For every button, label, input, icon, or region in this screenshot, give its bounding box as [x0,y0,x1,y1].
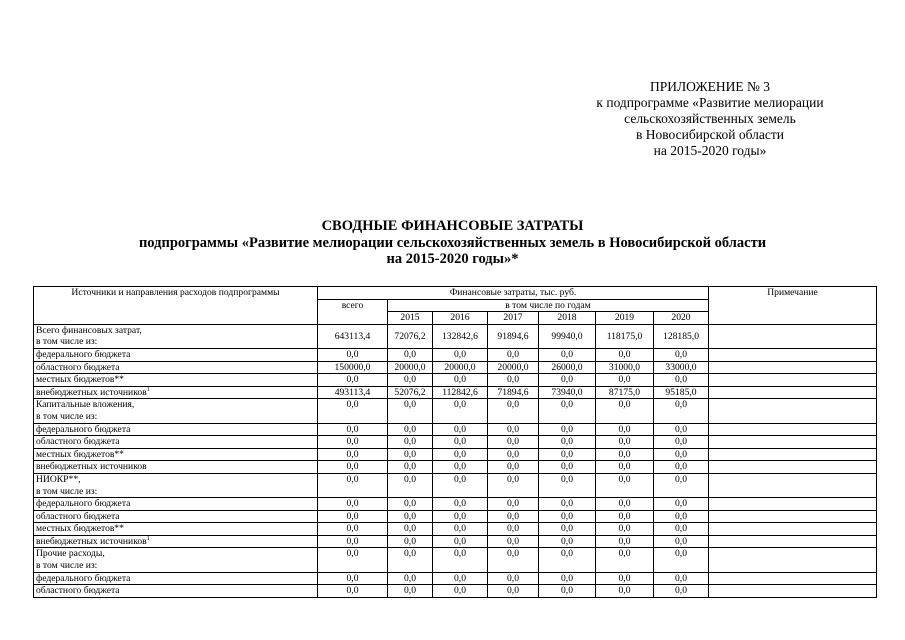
cell-year-value: 26000,0 [539,361,596,374]
cell-year-value: 0,0 [433,473,488,497]
row-label [34,510,318,523]
cell-note [709,548,877,572]
row-label-text: областного бюджета [36,436,120,448]
cell-year-value: 0,0 [488,548,539,572]
cell-year-value: 0,0 [539,423,596,436]
cell-year-value: 0,0 [596,436,654,449]
cell-year-value: 31000,0 [596,361,654,374]
table-row [34,510,877,523]
appendix-line: к подпрограмме «Развитие мелиорации [596,95,824,110]
table-body [34,324,877,597]
cell-year-value: 128185,0 [654,324,709,348]
cell-year-value: 0,0 [488,535,539,548]
financial-costs-header: Финансовые затраты, тыс. руб. [318,287,709,300]
cell-year-value: 0,0 [539,473,596,497]
row-label [34,436,318,449]
row-label [34,535,318,548]
cell-year-value: 71894,6 [488,386,539,399]
cell-year-value: 0,0 [539,348,596,361]
cell-year-value: 0,0 [433,585,488,598]
table-row [34,361,877,374]
row-label-text: Прочие расходы, [36,548,105,560]
year-header: 2020 [654,312,709,325]
cell-year-value: 0,0 [433,523,488,536]
table-row [34,374,877,387]
cell-year-value: 0,0 [433,374,488,387]
table-row [34,423,877,436]
table-row [34,399,877,423]
by-years-header: в том числе по годам [388,299,709,312]
table-row [34,324,877,348]
cell-note [709,348,877,361]
year-header: 2017 [488,312,539,325]
appendix-line: сельскохозяйственных земель [624,111,796,126]
cell-note [709,448,877,461]
cell-note [709,585,877,598]
row-label-text: внебюджетных источников [36,535,147,547]
note-column-header: Примечание [709,287,877,325]
cell-note [709,523,877,536]
cell-note [709,386,877,399]
cell-year-value: 0,0 [388,498,433,511]
table-row [34,448,877,461]
appendix-line: на 2015-2020 годы» [653,143,767,158]
cell-year-value: 0,0 [596,348,654,361]
cell-year-value: 0,0 [654,423,709,436]
cell-year-value: 20000,0 [488,361,539,374]
cell-year-value: 52076,2 [388,386,433,399]
row-label-text: Всего финансовых затрат, [36,324,142,336]
cell-total: 0,0 [318,585,388,598]
cell-year-value: 112842,6 [433,386,488,399]
row-label-text: Капитальные вложения, [36,399,135,411]
cell-year-value: 0,0 [388,448,433,461]
sources-column-header: Источники и направления расходов подпрограммы [34,287,318,325]
row-label [34,461,318,474]
document-title [0,218,905,268]
cell-year-value: 0,0 [596,510,654,523]
row-label [34,473,318,497]
cell-year-value: 33000,0 [654,361,709,374]
cell-year-value: 0,0 [596,448,654,461]
cell-year-value: 0,0 [596,535,654,548]
cell-year-value: 0,0 [539,498,596,511]
cell-total: 0,0 [318,473,388,497]
cell-note [709,423,877,436]
cell-total: 0,0 [318,348,388,361]
cell-note [709,535,877,548]
cell-year-value: 99940,0 [539,324,596,348]
cell-year-value: 0,0 [539,510,596,523]
cell-year-value: 20000,0 [433,361,488,374]
row-label [34,374,318,387]
row-label-text: федерального бюджета [36,572,131,584]
cell-year-value: 0,0 [433,399,488,423]
cell-year-value: 0,0 [596,423,654,436]
table-row [34,348,877,361]
cell-note [709,436,877,449]
row-label [34,423,318,436]
cell-note [709,461,877,474]
cell-note [709,374,877,387]
cell-year-value: 0,0 [654,436,709,449]
appendix-header [560,79,860,159]
cell-year-value: 20000,0 [388,361,433,374]
cell-year-value: 0,0 [654,348,709,361]
title-line: на 2015-2020 годы»* [386,251,519,267]
cell-year-value: 0,0 [433,498,488,511]
row-label-text: местных бюджетов** [36,374,124,386]
cell-total: 0,0 [318,436,388,449]
cell-total: 150000,0 [318,361,388,374]
cell-year-value: 0,0 [654,523,709,536]
year-header: 2016 [433,312,488,325]
cell-year-value: 0,0 [654,498,709,511]
row-label [34,523,318,536]
cell-year-value: 0,0 [488,510,539,523]
cell-year-value: 0,0 [488,585,539,598]
row-label [34,399,318,423]
cell-year-value: 0,0 [433,448,488,461]
cell-year-value: 0,0 [539,461,596,474]
cell-year-value: 0,0 [539,548,596,572]
cell-year-value: 0,0 [388,585,433,598]
cell-year-value: 0,0 [488,423,539,436]
cell-year-value: 0,0 [388,548,433,572]
cell-year-value: 0,0 [539,535,596,548]
cell-note [709,572,877,585]
cell-year-value: 0,0 [488,436,539,449]
cell-year-value: 0,0 [596,498,654,511]
cell-year-value: 0,0 [654,448,709,461]
cell-year-value: 0,0 [654,374,709,387]
row-label-subtext: в том числе из: [36,410,98,422]
row-label-text: НИОКР**, [36,473,81,485]
cell-year-value: 0,0 [654,572,709,585]
cell-year-value: 0,0 [488,473,539,497]
table-row [34,548,877,572]
row-label [34,572,318,585]
row-label-text: федерального бюджета [36,348,131,360]
cell-note [709,510,877,523]
cell-year-value: 0,0 [433,461,488,474]
cell-year-value: 0,0 [488,572,539,585]
cell-total: 0,0 [318,548,388,572]
cell-year-value: 0,0 [388,510,433,523]
row-label [34,548,318,572]
cell-year-value: 0,0 [596,473,654,497]
cell-note [709,324,877,348]
cell-year-value: 0,0 [596,572,654,585]
cell-year-value: 0,0 [433,436,488,449]
cell-year-value: 118175,0 [596,324,654,348]
cell-year-value: 73940,0 [539,386,596,399]
cell-year-value: 0,0 [433,348,488,361]
cell-year-value: 0,0 [433,572,488,585]
cell-year-value: 0,0 [596,585,654,598]
appendix-number: ПРИЛОЖЕНИЕ № 3 [649,79,771,94]
row-label-subtext: в том числе из: [36,336,98,348]
row-label-text: местных бюджетов** [36,448,124,460]
row-label-text: областного бюджета [36,361,120,373]
row-label [34,324,318,348]
cell-year-value: 0,0 [539,572,596,585]
cell-total: 0,0 [318,374,388,387]
row-label-text: местных бюджетов** [36,523,124,535]
cell-year-value: 0,0 [488,461,539,474]
cell-year-value: 0,0 [539,585,596,598]
year-header: 2019 [596,312,654,325]
cell-year-value: 0,0 [654,510,709,523]
cell-year-value: 0,0 [654,399,709,423]
cell-year-value: 0,0 [596,548,654,572]
cell-year-value: 0,0 [433,510,488,523]
row-label-text: областного бюджета [36,510,120,522]
cell-total: 0,0 [318,423,388,436]
row-label [34,386,318,399]
row-label [34,348,318,361]
total-column-header: всего [318,299,388,324]
cell-year-value: 0,0 [596,399,654,423]
cell-year-value: 0,0 [488,399,539,423]
cell-year-value: 0,0 [388,535,433,548]
cell-year-value: 0,0 [388,348,433,361]
table-row [34,473,877,497]
cell-year-value: 0,0 [539,374,596,387]
row-label-text: федерального бюджета [36,423,131,435]
cell-year-value: 0,0 [654,535,709,548]
row-label-text: областного бюджета [36,585,120,597]
cell-year-value: 0,0 [596,461,654,474]
cell-total: 0,0 [318,572,388,585]
table-row [34,386,877,399]
cell-year-value: 0,0 [596,374,654,387]
cell-year-value: 72076,2 [388,324,433,348]
cell-year-value: 0,0 [488,374,539,387]
cell-year-value: 87175,0 [596,386,654,399]
cell-total: 0,0 [318,399,388,423]
cell-total: 0,0 [318,510,388,523]
appendix-line: в Новосибирской области [635,127,785,142]
cell-year-value: 0,0 [539,399,596,423]
table-row [34,461,877,474]
cell-year-value: 0,0 [388,572,433,585]
cell-year-value: 0,0 [488,448,539,461]
footnote-mark: 1 [146,386,150,393]
cell-year-value: 0,0 [388,523,433,536]
footnote-mark: 1 [146,535,150,542]
cell-note [709,361,877,374]
cell-year-value: 0,0 [654,473,709,497]
cell-year-value: 132842,6 [433,324,488,348]
cell-note [709,498,877,511]
year-header: 2015 [388,312,433,325]
cell-year-value: 0,0 [539,523,596,536]
cell-year-value: 0,0 [433,535,488,548]
row-label [34,361,318,374]
cell-year-value: 0,0 [596,523,654,536]
row-label-text: федерального бюджета [36,498,131,510]
cell-total: 493113,4 [318,386,388,399]
cell-year-value: 91894,6 [488,324,539,348]
cell-year-value: 95185,0 [654,386,709,399]
row-label-text: внебюджетных источников [36,461,147,473]
row-label-text: внебюджетных источников [36,386,147,398]
cell-total: 643113,4 [318,324,388,348]
cell-year-value: 0,0 [388,436,433,449]
cell-year-value: 0,0 [433,423,488,436]
row-label-subtext: в том числе из: [36,485,98,497]
year-header: 2018 [539,312,596,325]
cell-year-value: 0,0 [654,548,709,572]
cell-year-value: 0,0 [654,585,709,598]
table-row [34,535,877,548]
table-row [34,498,877,511]
cell-total: 0,0 [318,461,388,474]
cell-total: 0,0 [318,448,388,461]
cell-year-value: 0,0 [539,448,596,461]
cell-year-value: 0,0 [388,473,433,497]
cell-year-value: 0,0 [488,498,539,511]
table-row [34,436,877,449]
table-row [34,572,877,585]
cell-year-value: 0,0 [654,461,709,474]
cell-year-value: 0,0 [388,461,433,474]
cell-total: 0,0 [318,523,388,536]
cell-year-value: 0,0 [388,399,433,423]
cell-year-value: 0,0 [539,436,596,449]
row-label [34,448,318,461]
title-line: подпрограммы «Развитие мелиорации сельскохозяйственных земель в Новосибирской области [138,234,767,251]
cell-year-value: 0,0 [388,423,433,436]
row-label-subtext: в том числе из: [36,560,98,572]
cell-note [709,473,877,497]
cell-note [709,399,877,423]
cell-year-value: 0,0 [488,523,539,536]
cell-year-value: 0,0 [488,348,539,361]
table-row [34,585,877,598]
row-label [34,498,318,511]
financial-costs-table [33,286,877,598]
cell-total: 0,0 [318,535,388,548]
table-row [34,523,877,536]
cell-total: 0,0 [318,498,388,511]
cell-year-value: 0,0 [388,374,433,387]
row-label [34,585,318,598]
title-line: СВОДНЫЕ ФИНАНСОВЫЕ ЗАТРАТЫ [321,218,584,234]
cell-year-value: 0,0 [433,548,488,572]
